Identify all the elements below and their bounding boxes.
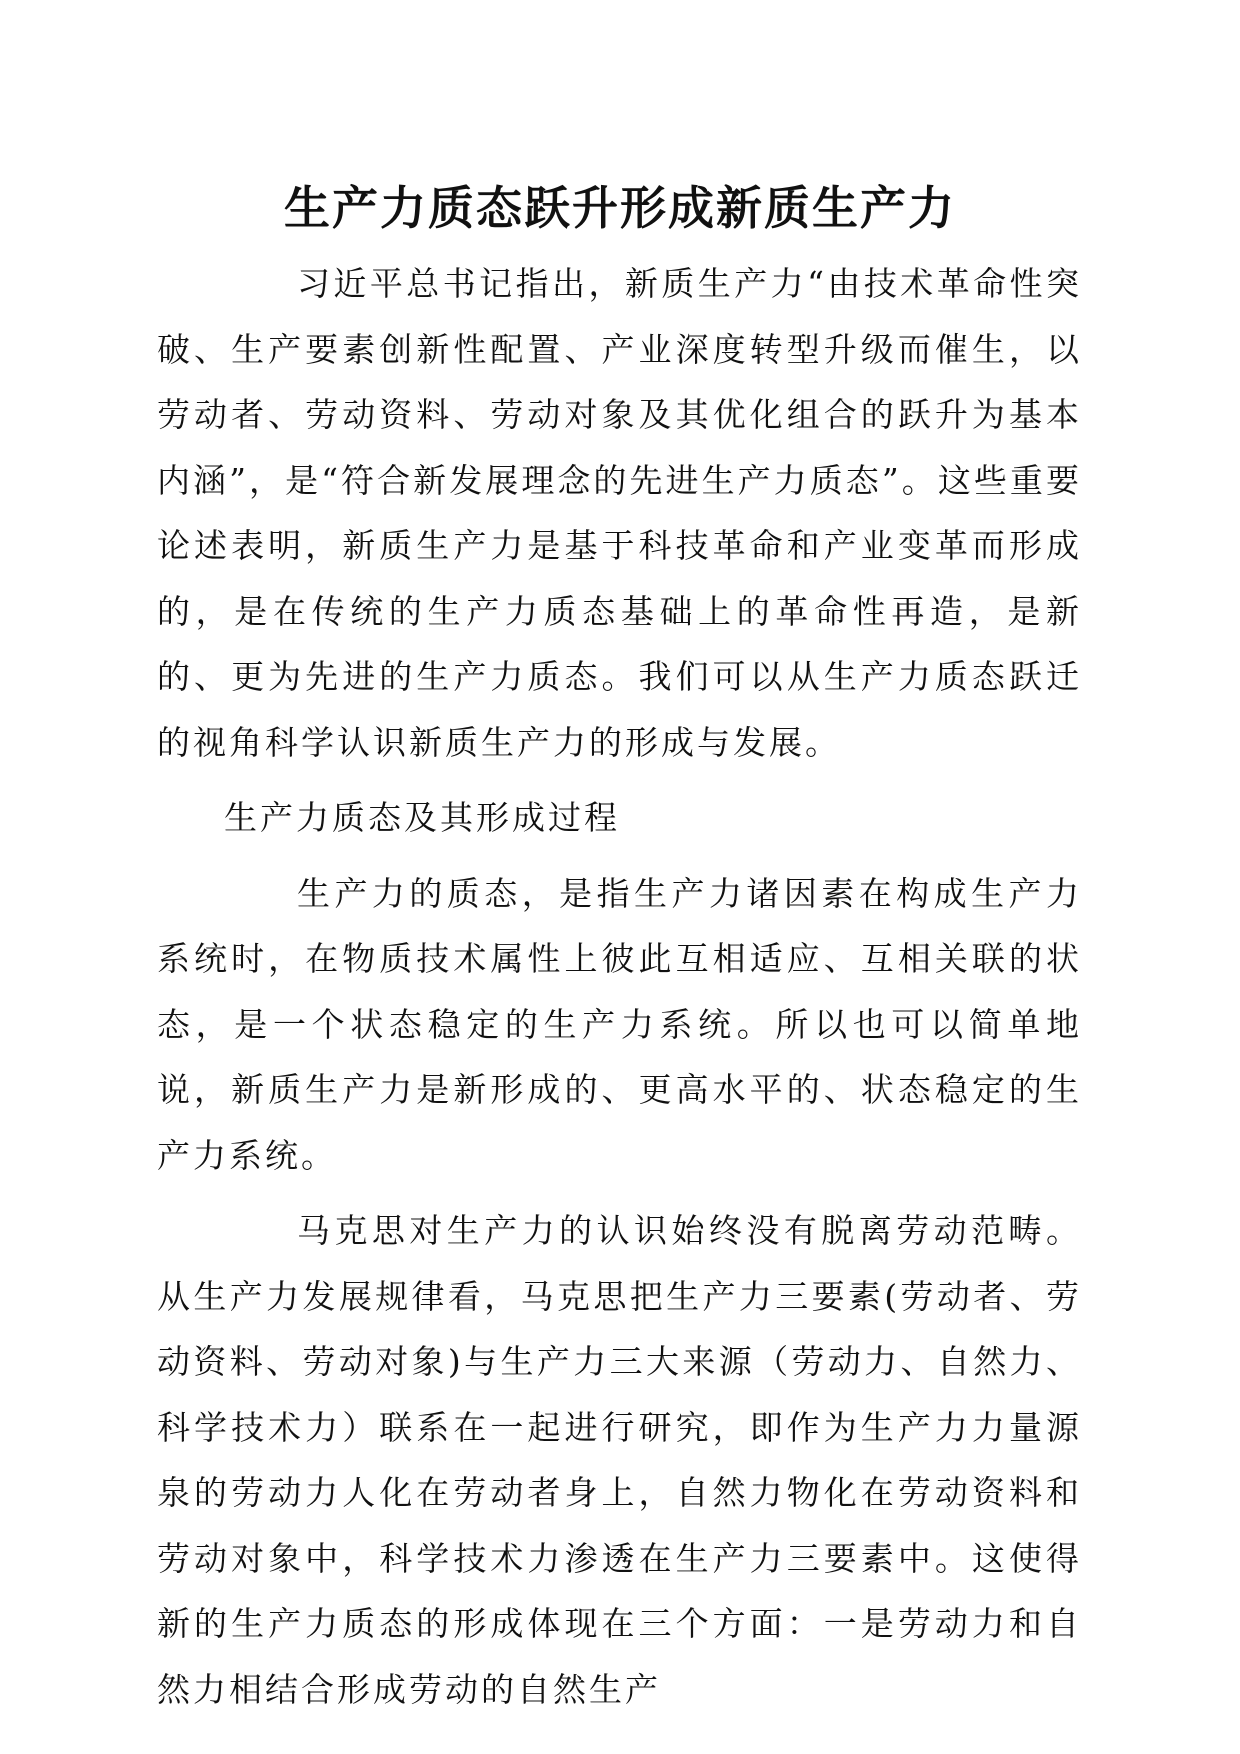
document-title: 生产力质态跃升形成新质生产力	[284, 181, 956, 235]
paragraph-definition: 生产力的质态，是指生产力诸因素在构成生产力系统时，在物质技术属性上彼此互相适应、互相关联的状态，是一个状态稳定的生产力系统。所以也可以简单地说，新质生产力是新形成的、更高水平的、状态稳定的生产力系统。	[157, 873, 1082, 1175]
document-body	[157, 251, 1082, 1722]
section-heading: 生产力质态及其形成过程	[224, 798, 620, 837]
paragraph-intro: 习近平总书记指出，新质生产力“由技术革命性突破、生产要素创新性配置、产业深度转型升级而催生，以劳动者、劳动资料、劳动对象及其优化组合的跃升为基本内涵”，是“符合新发展理念的先进生产力质态”。这些重要论述表明，新质生产力是基于科技革命和产业变革而形成的，是在传统的生产力质态基础上的革命性再造，是新的、更为先进的生产力质态。我们可以从生产力质态跃迁的视角科学认识新质生产力的形成与发展。	[157, 264, 1082, 762]
paragraph-marx: 马克思对生产力的认识始终没有脱离劳动范畴。从生产力发展规律看，马克思把生产力三要素(劳动者、劳动资料、劳动对象)与生产力三大来源（劳动力、自然力、科学技术力）联系在一起进行研究，即作为生产力力量源泉的劳动力人化在劳动者身上，自然力物化在劳动资料和劳动对象中，科学技术力渗透在生产力三要素中。这使得新的生产力质态的形成体现在三个方面：一是劳动力和自然力相结合形成劳动的自然生产	[157, 1211, 1082, 1709]
